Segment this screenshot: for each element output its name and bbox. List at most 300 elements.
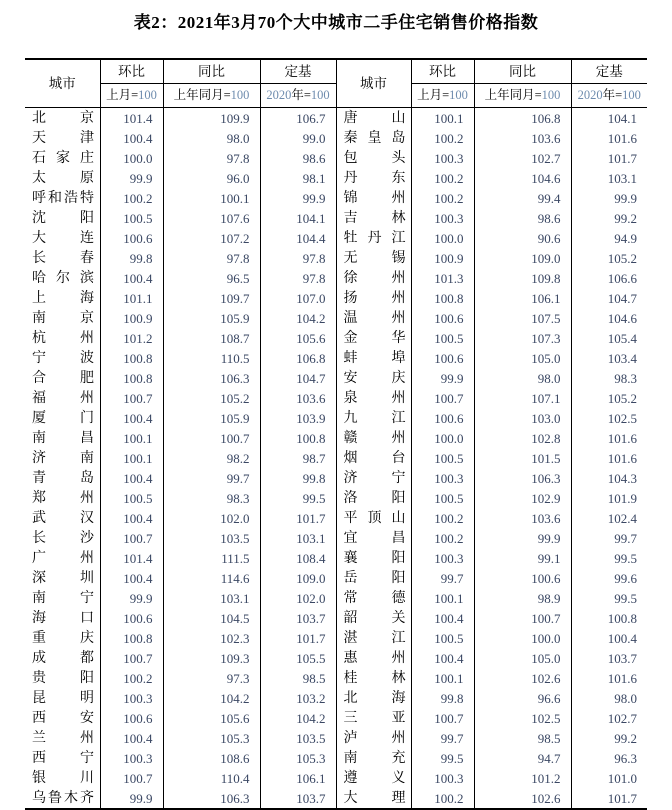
city-name: 惠州: [343, 651, 406, 666]
yoy-value: 90.6: [474, 228, 571, 248]
header-mom-right: 环比: [411, 59, 474, 84]
city-cell: [336, 208, 411, 228]
mom-value: 99.9: [411, 368, 474, 388]
city-cell: [336, 688, 411, 708]
city-cell: [25, 108, 100, 129]
mom-value: 100.3: [100, 748, 163, 768]
mom-value: 100.7: [100, 388, 163, 408]
table-row: [25, 348, 647, 368]
table-row: [25, 268, 647, 288]
fixed-value: 109.0: [260, 568, 336, 588]
city-name: 天津: [32, 131, 94, 146]
city-name: 岳阳: [343, 571, 406, 586]
city-cell: [336, 428, 411, 448]
city-cell: [336, 748, 411, 768]
mom-value: 101.1: [100, 288, 163, 308]
fixed-value: 99.5: [260, 488, 336, 508]
fixed-value: 98.6: [260, 148, 336, 168]
mom-value: 99.5: [411, 748, 474, 768]
fixed-value: 97.8: [260, 248, 336, 268]
yoy-value: 107.2: [163, 228, 260, 248]
city-name: 襄阳: [343, 551, 406, 566]
price-index-table: [25, 58, 647, 810]
mom-value: 100.3: [411, 768, 474, 788]
base-number: 2020: [266, 88, 292, 102]
fixed-value: 105.3: [260, 748, 336, 768]
mom-value: 100.4: [100, 408, 163, 428]
city-name: 杭州: [32, 331, 94, 346]
mom-value: 100.0: [411, 228, 474, 248]
table-row: [25, 228, 647, 248]
yoy-value: 105.9: [163, 408, 260, 428]
city-cell: [25, 628, 100, 648]
city-cell: [336, 648, 411, 668]
table-row: [25, 768, 647, 788]
fixed-value: 103.7: [260, 788, 336, 809]
city-cell: [25, 528, 100, 548]
fixed-value: 102.5: [571, 408, 647, 428]
city-name: 扬州: [343, 291, 406, 306]
city-cell: [25, 368, 100, 388]
fixed-value: 103.4: [571, 348, 647, 368]
mom-value: 100.5: [411, 328, 474, 348]
fixed-value: 101.6: [571, 428, 647, 448]
mom-value: 100.3: [100, 688, 163, 708]
table-row: [25, 728, 647, 748]
fixed-value: 105.2: [571, 248, 647, 268]
city-name: 贵阳: [32, 671, 94, 686]
mom-value: 99.8: [411, 688, 474, 708]
table-row: [25, 288, 647, 308]
table-row: [25, 508, 647, 528]
mom-value: 100.6: [411, 308, 474, 328]
yoy-value: 98.5: [474, 728, 571, 748]
table-row: [25, 148, 647, 168]
fixed-value: 104.4: [260, 228, 336, 248]
city-name: 海口: [32, 611, 94, 626]
city-cell: [336, 148, 411, 168]
fixed-value: 103.7: [260, 608, 336, 628]
yoy-value: 96.6: [474, 688, 571, 708]
mom-value: 100.4: [100, 508, 163, 528]
table-row: [25, 648, 647, 668]
city-cell: [336, 108, 411, 129]
city-cell: [336, 628, 411, 648]
city-name: 北海: [343, 691, 406, 706]
city-cell: [25, 668, 100, 688]
base-number: 100: [622, 88, 641, 102]
fixed-value: 101.7: [260, 508, 336, 528]
yoy-value: 102.7: [474, 148, 571, 168]
mom-value: 99.7: [411, 728, 474, 748]
yoy-value: 107.3: [474, 328, 571, 348]
mom-value: 100.9: [411, 248, 474, 268]
mom-value: 99.8: [100, 248, 163, 268]
header-mom-base-right: [411, 84, 474, 108]
mom-value: 100.4: [100, 728, 163, 748]
yoy-value: 109.3: [163, 648, 260, 668]
city-name: 济南: [32, 451, 94, 466]
yoy-value: 110.5: [163, 348, 260, 368]
fixed-value: 101.6: [571, 128, 647, 148]
city-name: 武汉: [32, 511, 94, 526]
table-row: [25, 128, 647, 148]
fixed-value: 99.9: [571, 188, 647, 208]
yoy-value: 100.7: [163, 428, 260, 448]
yoy-value: 102.6: [474, 788, 571, 809]
yoy-value: 101.2: [474, 768, 571, 788]
city-name: 广州: [32, 551, 94, 566]
mom-value: 100.8: [411, 288, 474, 308]
header-yoy-base-right: [474, 84, 571, 108]
city-name: 安庆: [343, 371, 406, 386]
table-row: [25, 108, 647, 129]
header-fixed-base-right: [571, 84, 647, 108]
base-number: 100: [449, 88, 468, 102]
table-row: [25, 688, 647, 708]
city-cell: [336, 448, 411, 468]
city-name: 福州: [32, 391, 94, 406]
fixed-value: 98.3: [571, 368, 647, 388]
table-row: [25, 168, 647, 188]
city-name: 无锡: [343, 251, 406, 266]
mom-value: 99.9: [100, 588, 163, 608]
base-number: 2020: [577, 88, 603, 102]
city-cell: [25, 168, 100, 188]
fixed-value: 104.6: [571, 308, 647, 328]
city-cell: [25, 328, 100, 348]
city-cell: [25, 148, 100, 168]
fixed-value: 96.3: [571, 748, 647, 768]
city-name: 西宁: [32, 751, 94, 766]
yoy-value: 109.8: [474, 268, 571, 288]
city-cell: [25, 688, 100, 708]
mom-value: 100.7: [411, 388, 474, 408]
yoy-value: 103.6: [474, 508, 571, 528]
mom-value: 100.1: [100, 428, 163, 448]
fixed-value: 101.7: [571, 148, 647, 168]
city-name: 泉州: [343, 391, 406, 406]
base-label: 上年同月=: [484, 88, 542, 102]
mom-value: 100.5: [100, 488, 163, 508]
header-yoy-right: 同比: [474, 59, 571, 84]
city-name: 厦门: [32, 411, 94, 426]
city-name: 宜昌: [343, 531, 406, 546]
table-row: [25, 188, 647, 208]
yoy-value: 105.9: [163, 308, 260, 328]
fixed-value: 102.0: [260, 588, 336, 608]
mom-value: 100.1: [411, 588, 474, 608]
yoy-value: 105.0: [474, 648, 571, 668]
yoy-value: 102.9: [474, 488, 571, 508]
mom-value: 99.9: [100, 788, 163, 809]
city-name: 青岛: [32, 471, 94, 486]
fixed-value: 106.8: [260, 348, 336, 368]
mom-value: 100.2: [411, 528, 474, 548]
mom-value: 100.5: [411, 488, 474, 508]
fixed-value: 103.5: [260, 728, 336, 748]
city-name: 九江: [343, 411, 406, 426]
yoy-value: 94.7: [474, 748, 571, 768]
city-cell: [336, 608, 411, 628]
fixed-value: 99.5: [571, 588, 647, 608]
yoy-value: 103.1: [163, 588, 260, 608]
city-name: 洛阳: [343, 491, 406, 506]
fixed-value: 103.7: [571, 648, 647, 668]
city-cell: [336, 328, 411, 348]
base-number: 100: [541, 88, 561, 102]
city-name: 赣州: [343, 431, 406, 446]
fixed-value: 101.6: [571, 448, 647, 468]
header-city-left: 城市: [25, 59, 100, 108]
city-cell: [336, 768, 411, 788]
city-name: 锦州: [343, 191, 406, 206]
mom-value: 99.7: [411, 568, 474, 588]
table-row: [25, 608, 647, 628]
yoy-value: 106.1: [474, 288, 571, 308]
city-cell: [25, 648, 100, 668]
fixed-value: 104.7: [260, 368, 336, 388]
city-name: 遵义: [343, 771, 406, 786]
mom-value: 100.2: [411, 128, 474, 148]
yoy-value: 111.5: [163, 548, 260, 568]
table-row: [25, 388, 647, 408]
city-cell: [336, 368, 411, 388]
fixed-value: 107.0: [260, 288, 336, 308]
yoy-value: 104.2: [163, 688, 260, 708]
yoy-value: 103.0: [474, 408, 571, 428]
city-name: 上海: [32, 291, 94, 306]
city-cell: [25, 188, 100, 208]
city-cell: [336, 728, 411, 748]
yoy-value: 107.6: [163, 208, 260, 228]
yoy-value: 96.5: [163, 268, 260, 288]
yoy-value: 100.6: [474, 568, 571, 588]
table-row: [25, 328, 647, 348]
fixed-value: 99.2: [571, 728, 647, 748]
fixed-value: 102.7: [571, 708, 647, 728]
city-cell: [25, 788, 100, 809]
city-name: 南昌: [32, 431, 94, 446]
yoy-value: 102.0: [163, 508, 260, 528]
fixed-value: 104.7: [571, 288, 647, 308]
fixed-value: 104.2: [260, 308, 336, 328]
city-cell: [336, 168, 411, 188]
city-name: 温州: [343, 311, 406, 326]
mom-value: 100.8: [100, 628, 163, 648]
base-label: 上月=: [417, 88, 450, 102]
city-name: 长沙: [32, 531, 94, 546]
yoy-value: 107.5: [474, 308, 571, 328]
city-cell: [336, 128, 411, 148]
yoy-value: 102.5: [474, 708, 571, 728]
city-cell: [336, 308, 411, 328]
city-cell: [25, 768, 100, 788]
yoy-value: 114.6: [163, 568, 260, 588]
yoy-value: 99.4: [474, 188, 571, 208]
fixed-value: 106.7: [260, 108, 336, 129]
yoy-value: 105.0: [474, 348, 571, 368]
yoy-value: 107.1: [474, 388, 571, 408]
fixed-value: 105.2: [571, 388, 647, 408]
mom-value: 100.4: [100, 468, 163, 488]
fixed-value: 103.6: [260, 388, 336, 408]
mom-value: 100.0: [411, 428, 474, 448]
yoy-value: 100.0: [474, 628, 571, 648]
city-name: 乌鲁木齐: [32, 791, 94, 806]
mom-value: 100.6: [411, 408, 474, 428]
fixed-value: 105.4: [571, 328, 647, 348]
yoy-value: 109.9: [163, 108, 260, 129]
city-cell: [25, 708, 100, 728]
city-name: 哈尔滨: [32, 271, 94, 286]
city-name: 南宁: [32, 591, 94, 606]
table-row: [25, 368, 647, 388]
city-cell: [25, 568, 100, 588]
fixed-value: 97.8: [260, 268, 336, 288]
table-row: [25, 788, 647, 809]
table-row: [25, 628, 647, 648]
fixed-value: 103.9: [260, 408, 336, 428]
mom-value: 100.3: [411, 208, 474, 228]
table-row: [25, 408, 647, 428]
city-name: 石家庄: [32, 151, 94, 166]
city-cell: [336, 348, 411, 368]
city-name: 桂林: [343, 671, 406, 686]
table-row: [25, 568, 647, 588]
mom-value: 100.7: [100, 768, 163, 788]
mom-value: 101.4: [100, 548, 163, 568]
mom-value: 100.6: [100, 228, 163, 248]
yoy-value: 110.4: [163, 768, 260, 788]
mom-value: 100.5: [411, 628, 474, 648]
city-cell: [336, 528, 411, 548]
mom-value: 101.2: [100, 328, 163, 348]
city-name: 成都: [32, 651, 94, 666]
city-name: 烟台: [343, 451, 406, 466]
city-name: 北京: [32, 111, 94, 126]
city-cell: [336, 508, 411, 528]
yoy-value: 102.3: [163, 628, 260, 648]
city-name: 深圳: [32, 571, 94, 586]
city-name: 三亚: [343, 711, 406, 726]
yoy-value: 97.8: [163, 248, 260, 268]
fixed-value: 99.5: [571, 548, 647, 568]
table-row: [25, 488, 647, 508]
mom-value: 100.0: [100, 148, 163, 168]
fixed-value: 100.8: [260, 428, 336, 448]
base-number: 100: [138, 88, 157, 102]
city-name: 西安: [32, 711, 94, 726]
yoy-value: 97.3: [163, 668, 260, 688]
city-name: 大连: [32, 231, 94, 246]
fixed-value: 101.6: [571, 668, 647, 688]
city-name: 吉林: [343, 211, 406, 226]
fixed-value: 103.1: [571, 168, 647, 188]
fixed-value: 104.1: [260, 208, 336, 228]
city-cell: [25, 388, 100, 408]
city-name: 昆明: [32, 691, 94, 706]
table-row: [25, 588, 647, 608]
city-name: 徐州: [343, 271, 406, 286]
city-cell: [25, 208, 100, 228]
fixed-value: 105.5: [260, 648, 336, 668]
city-name: 韶关: [343, 611, 406, 626]
mom-value: 99.9: [100, 168, 163, 188]
city-cell: [25, 548, 100, 568]
yoy-value: 101.5: [474, 448, 571, 468]
fixed-value: 99.2: [571, 208, 647, 228]
city-name: 兰州: [32, 731, 94, 746]
mom-value: 100.6: [100, 708, 163, 728]
city-name: 湛江: [343, 631, 406, 646]
city-name: 牡丹江: [343, 231, 406, 246]
city-cell: [336, 188, 411, 208]
city-name: 南京: [32, 311, 94, 326]
fixed-value: 101.7: [260, 628, 336, 648]
city-name: 银川: [32, 771, 94, 786]
city-name: 济宁: [343, 471, 406, 486]
city-cell: [336, 228, 411, 248]
base-number: 100: [310, 88, 330, 102]
city-cell: [25, 228, 100, 248]
fixed-value: 103.1: [260, 528, 336, 548]
city-cell: [336, 268, 411, 288]
mom-value: 100.4: [100, 268, 163, 288]
fixed-value: 101.0: [571, 768, 647, 788]
city-cell: [25, 268, 100, 288]
city-cell: [25, 508, 100, 528]
mom-value: 100.3: [411, 548, 474, 568]
table-row: [25, 248, 647, 268]
mom-value: 100.7: [411, 708, 474, 728]
yoy-value: 102.6: [474, 668, 571, 688]
yoy-value: 108.6: [163, 748, 260, 768]
fixed-value: 104.3: [571, 468, 647, 488]
table-row: [25, 708, 647, 728]
city-cell: [25, 588, 100, 608]
city-name: 呼和浩特: [32, 191, 94, 206]
city-name: 沈阳: [32, 211, 94, 226]
fixed-value: 104.1: [571, 108, 647, 129]
city-cell: [336, 288, 411, 308]
city-name: 泸州: [343, 731, 406, 746]
yoy-value: 106.3: [474, 468, 571, 488]
mom-value: 100.7: [100, 648, 163, 668]
city-name: 包头: [343, 151, 406, 166]
yoy-value: 105.3: [163, 728, 260, 748]
table-body: [25, 108, 647, 810]
mom-value: 100.2: [411, 168, 474, 188]
mom-value: 100.2: [100, 188, 163, 208]
city-cell: [336, 388, 411, 408]
city-cell: [336, 488, 411, 508]
fixed-value: 106.1: [260, 768, 336, 788]
header-yoy-base-left: [163, 84, 260, 108]
page-title: 表2：2021年3月70个大中城市二手住宅销售价格指数: [133, 13, 539, 32]
city-cell: [336, 408, 411, 428]
yoy-value: 104.5: [163, 608, 260, 628]
city-cell: [336, 248, 411, 268]
yoy-value: 102.8: [474, 428, 571, 448]
table-row: [25, 528, 647, 548]
mom-value: 100.6: [411, 348, 474, 368]
city-cell: [336, 708, 411, 728]
fixed-value: 100.4: [571, 628, 647, 648]
yoy-value: 103.6: [474, 128, 571, 148]
yoy-value: 96.0: [163, 168, 260, 188]
yoy-value: 98.2: [163, 448, 260, 468]
